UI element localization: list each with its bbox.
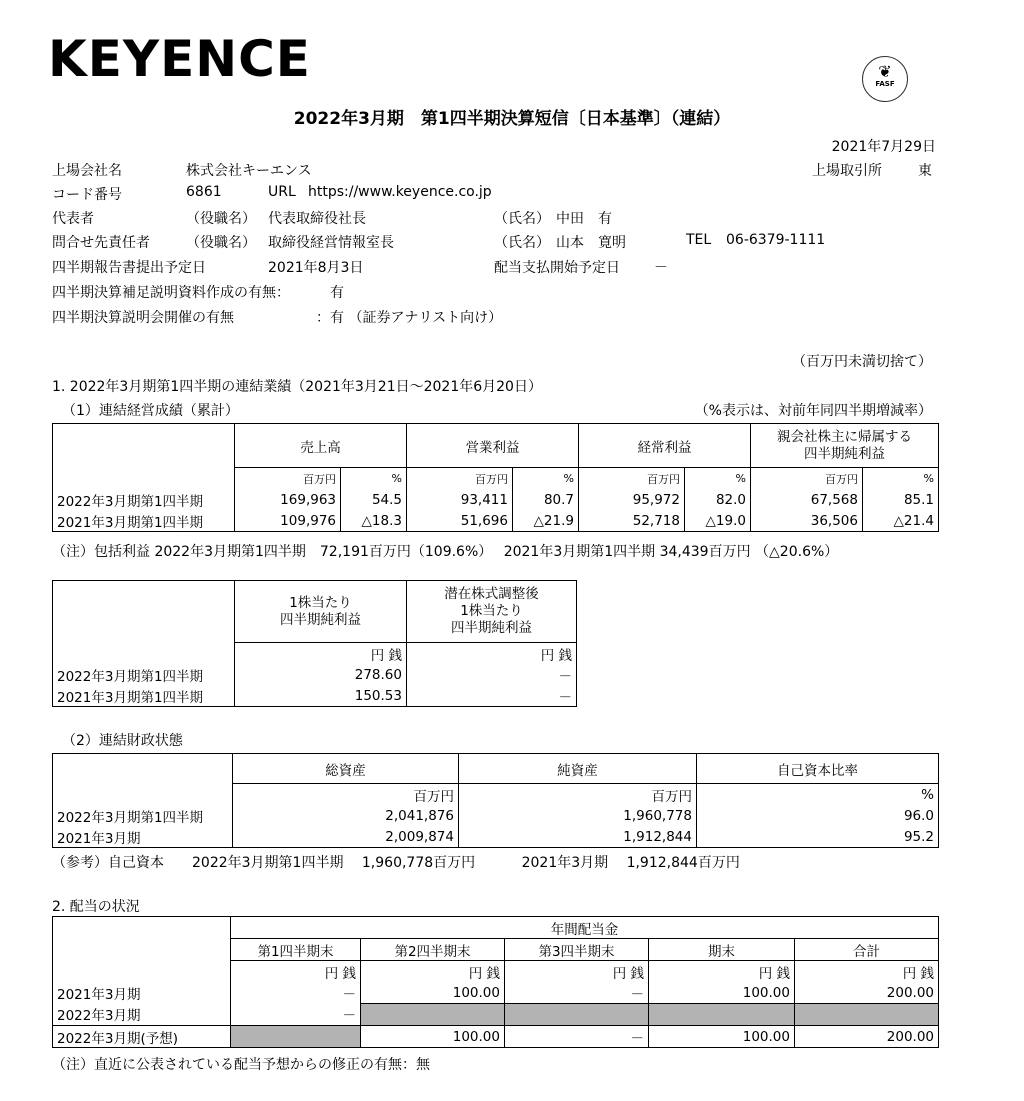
cell: △21.9: [513, 510, 579, 532]
cell: 2,009,874: [233, 826, 459, 848]
header-blank: [53, 581, 235, 643]
col-q2-end: 第2四半期末: [361, 939, 505, 961]
listed-label: 上場会社名: [52, 163, 122, 179]
row-label: 2022年3月期: [53, 1004, 231, 1026]
col-annual-dividend: 年間配当金: [231, 917, 939, 939]
cell-shaded: [649, 1004, 795, 1026]
unit-yen-sen: 円 銭: [231, 961, 361, 983]
cell: －: [407, 685, 577, 707]
unit-row-blank: [53, 468, 235, 490]
col-net-assets: 純資産: [459, 754, 697, 784]
row-label: 2022年3月期第1四半期: [53, 664, 235, 685]
unit-m: 百万円: [459, 784, 697, 806]
section1-sub2: （2）連結財政状態: [62, 733, 183, 749]
cell: 36,506: [751, 510, 863, 532]
col-total: 合計: [795, 939, 939, 961]
row-label: 2021年3月期第1四半期: [53, 685, 235, 707]
contact-name-label: （氏名）: [494, 235, 550, 251]
cell-shaded: [505, 1004, 649, 1026]
cell: 1,912,844: [459, 826, 697, 848]
unit-pct: %: [697, 784, 939, 806]
cell: 200.00: [795, 982, 939, 1004]
col-equity-ratio: 自己資本比率: [697, 754, 939, 784]
report-date-value: 2021年8月3日: [268, 260, 364, 276]
header-blank: [53, 917, 231, 961]
col-total-assets: 総資産: [233, 754, 459, 784]
row-label: 2022年3月期(予想): [53, 1026, 231, 1048]
table-row: [53, 805, 939, 826]
unit-row-blank: [53, 643, 235, 665]
cell: －: [505, 982, 649, 1004]
cell: 200.00: [795, 1026, 939, 1048]
cell: △18.3: [341, 510, 407, 532]
unit-m: 百万円: [751, 468, 863, 490]
fasf-seal-icon: ❦ FASF: [862, 56, 908, 102]
cell: 95,972: [579, 489, 685, 510]
rep-label: 代表者: [52, 211, 94, 227]
dividend-table: [52, 916, 939, 1048]
col-year-end: 期末: [649, 939, 795, 961]
contact-role: 取締役経営情報室長: [268, 235, 394, 251]
cell: －: [231, 1004, 361, 1026]
table-row: [53, 685, 577, 707]
col-ordinary-income: 経常利益: [579, 424, 751, 468]
cell: △21.4: [863, 510, 939, 532]
cell: 54.5: [341, 489, 407, 510]
cell: 82.0: [685, 489, 751, 510]
contact-name: 山本 寛明: [556, 235, 626, 251]
report-date: 2021年7月29日: [831, 139, 936, 155]
table-row: [53, 664, 577, 685]
report-date-label: 四半期報告書提出予定日: [52, 260, 206, 276]
cell: 85.1: [863, 489, 939, 510]
cell: 93,411: [407, 489, 513, 510]
url-link[interactable]: https://www.keyence.co.jp: [308, 184, 492, 200]
row-label: 2021年3月期: [53, 826, 233, 848]
eps-table: [52, 580, 577, 707]
col-net-income: 親会社株主に帰属する 四半期純利益: [751, 424, 939, 468]
unit-yen-sen: 円 銭: [649, 961, 795, 983]
cell: 100.00: [361, 982, 505, 1004]
col-sales: 売上高: [235, 424, 407, 468]
header-blank: [53, 424, 235, 468]
rep-role-label: （役職名）: [186, 211, 256, 227]
tel-value: 06-6379-1111: [726, 232, 826, 248]
cell: 67,568: [751, 489, 863, 510]
operating-results-table: [52, 423, 939, 532]
col-q1-end: 第1四半期末: [231, 939, 361, 961]
supplementary-value: 有: [330, 285, 344, 301]
equity-reference-note: （参考）自己資本 2022年3月期第1四半期 1,960,778百万円 2021年3月期 1,912,844百万円: [52, 855, 740, 871]
cell: 51,696: [407, 510, 513, 532]
unit-note: （百万円未満切捨て）: [792, 354, 932, 370]
dividend-start-label: 配当支払開始予定日: [494, 260, 620, 276]
row-label: 2021年3月期: [53, 982, 231, 1004]
tel-label: TEL: [686, 232, 712, 248]
listed-value: 株式会社キーエンス: [186, 163, 312, 179]
table-row: [53, 826, 939, 848]
unit-pct: %: [685, 468, 751, 490]
unit-yen-sen: 円 銭: [505, 961, 649, 983]
unit-yen-sen: 円 銭: [795, 961, 939, 983]
unit-m: 百万円: [407, 468, 513, 490]
unit-yen-sen: 円 銭: [407, 643, 577, 665]
briefing-label: 四半期決算説明会開催の有無: [52, 310, 234, 326]
rep-name-label: （氏名）: [494, 211, 550, 227]
document-title: 2022年3月期 第1四半期決算短信〔日本基準〕（連結）: [293, 109, 731, 129]
cell: 150.53: [235, 685, 407, 707]
cell: 80.7: [513, 489, 579, 510]
comprehensive-income-note: （注）包括利益 2022年3月期第1四半期 72,191百万円（109.6%） 2021年3月期第1四半期 34,439百万円 （△20.6%）: [52, 544, 839, 560]
table-row: [53, 489, 939, 510]
cell: 96.0: [697, 805, 939, 826]
cell: －: [505, 1026, 649, 1048]
cell-shaded: [795, 1004, 939, 1026]
cell: 2,041,876: [233, 805, 459, 826]
cell: －: [407, 664, 577, 685]
section1-sub1-note: （%表示は、対前年同四半期増減率）: [694, 403, 932, 419]
cell: 100.00: [649, 982, 795, 1004]
rep-name: 中田 有: [556, 211, 612, 227]
exchange-label: 上場取引所: [812, 163, 882, 179]
row-label: 2022年3月期第1四半期: [53, 805, 233, 826]
cell: －: [231, 982, 361, 1004]
cell: 100.00: [649, 1026, 795, 1048]
header-blank: [53, 754, 233, 784]
financial-position-table: [52, 753, 939, 848]
table-row: [53, 510, 939, 532]
row-label: 2022年3月期第1四半期: [53, 489, 235, 510]
cell: 109,976: [235, 510, 341, 532]
table-row: [53, 1004, 939, 1026]
row-label: 2021年3月期第1四半期: [53, 510, 235, 532]
unit-pct: %: [863, 468, 939, 490]
unit-row-blank: [53, 961, 231, 983]
unit-pct: %: [341, 468, 407, 490]
keyence-logo: KEYENCE: [48, 30, 311, 88]
dividend-start-value: －: [654, 260, 668, 276]
briefing-value: ：有 （証券アナリスト向け）: [316, 310, 503, 326]
dividend-revision-note: （注）直近に公表されている配当予想からの修正の有無：無: [52, 1057, 430, 1073]
url-label: URL: [268, 184, 296, 200]
cell: 95.2: [697, 826, 939, 848]
col-operating-income: 営業利益: [407, 424, 579, 468]
col-diluted-eps: 潜在株式調整後 1株当たり 四半期純利益: [407, 581, 577, 643]
contact-label: 問合せ先責任者: [52, 235, 150, 251]
code-value: 6861: [186, 184, 222, 200]
supplementary-label: 四半期決算補足説明資料作成の有無：: [52, 285, 290, 301]
section1-title: 1. 2022年3月期第1四半期の連結業績（2021年3月21日～2021年6月20日）: [52, 379, 542, 395]
cell: 169,963: [235, 489, 341, 510]
table-row: [53, 982, 939, 1004]
section2-title: 2. 配当の状況: [52, 899, 140, 915]
col-eps: 1株当たり 四半期純利益: [235, 581, 407, 643]
cell: 1,960,778: [459, 805, 697, 826]
unit-m: 百万円: [233, 784, 459, 806]
unit-pct: %: [513, 468, 579, 490]
col-q3-end: 第3四半期末: [505, 939, 649, 961]
code-label: コード番号: [52, 187, 122, 203]
unit-m: 百万円: [579, 468, 685, 490]
section1-sub1: （1）連結経営成績（累計）: [62, 403, 239, 419]
cell: 100.00: [361, 1026, 505, 1048]
unit-yen-sen: 円 銭: [235, 643, 407, 665]
unit-yen-sen: 円 銭: [361, 961, 505, 983]
cell: 52,718: [579, 510, 685, 532]
cell-shaded: [361, 1004, 505, 1026]
exchange-value: 東: [918, 163, 932, 179]
contact-role-label: （役職名）: [186, 235, 256, 251]
unit-row-blank: [53, 784, 233, 806]
cell: 278.60: [235, 664, 407, 685]
cell: △19.0: [685, 510, 751, 532]
cell-shaded: [231, 1026, 361, 1048]
table-row: [53, 1026, 939, 1048]
unit-m: 百万円: [235, 468, 341, 490]
rep-role: 代表取締役社長: [268, 211, 366, 227]
